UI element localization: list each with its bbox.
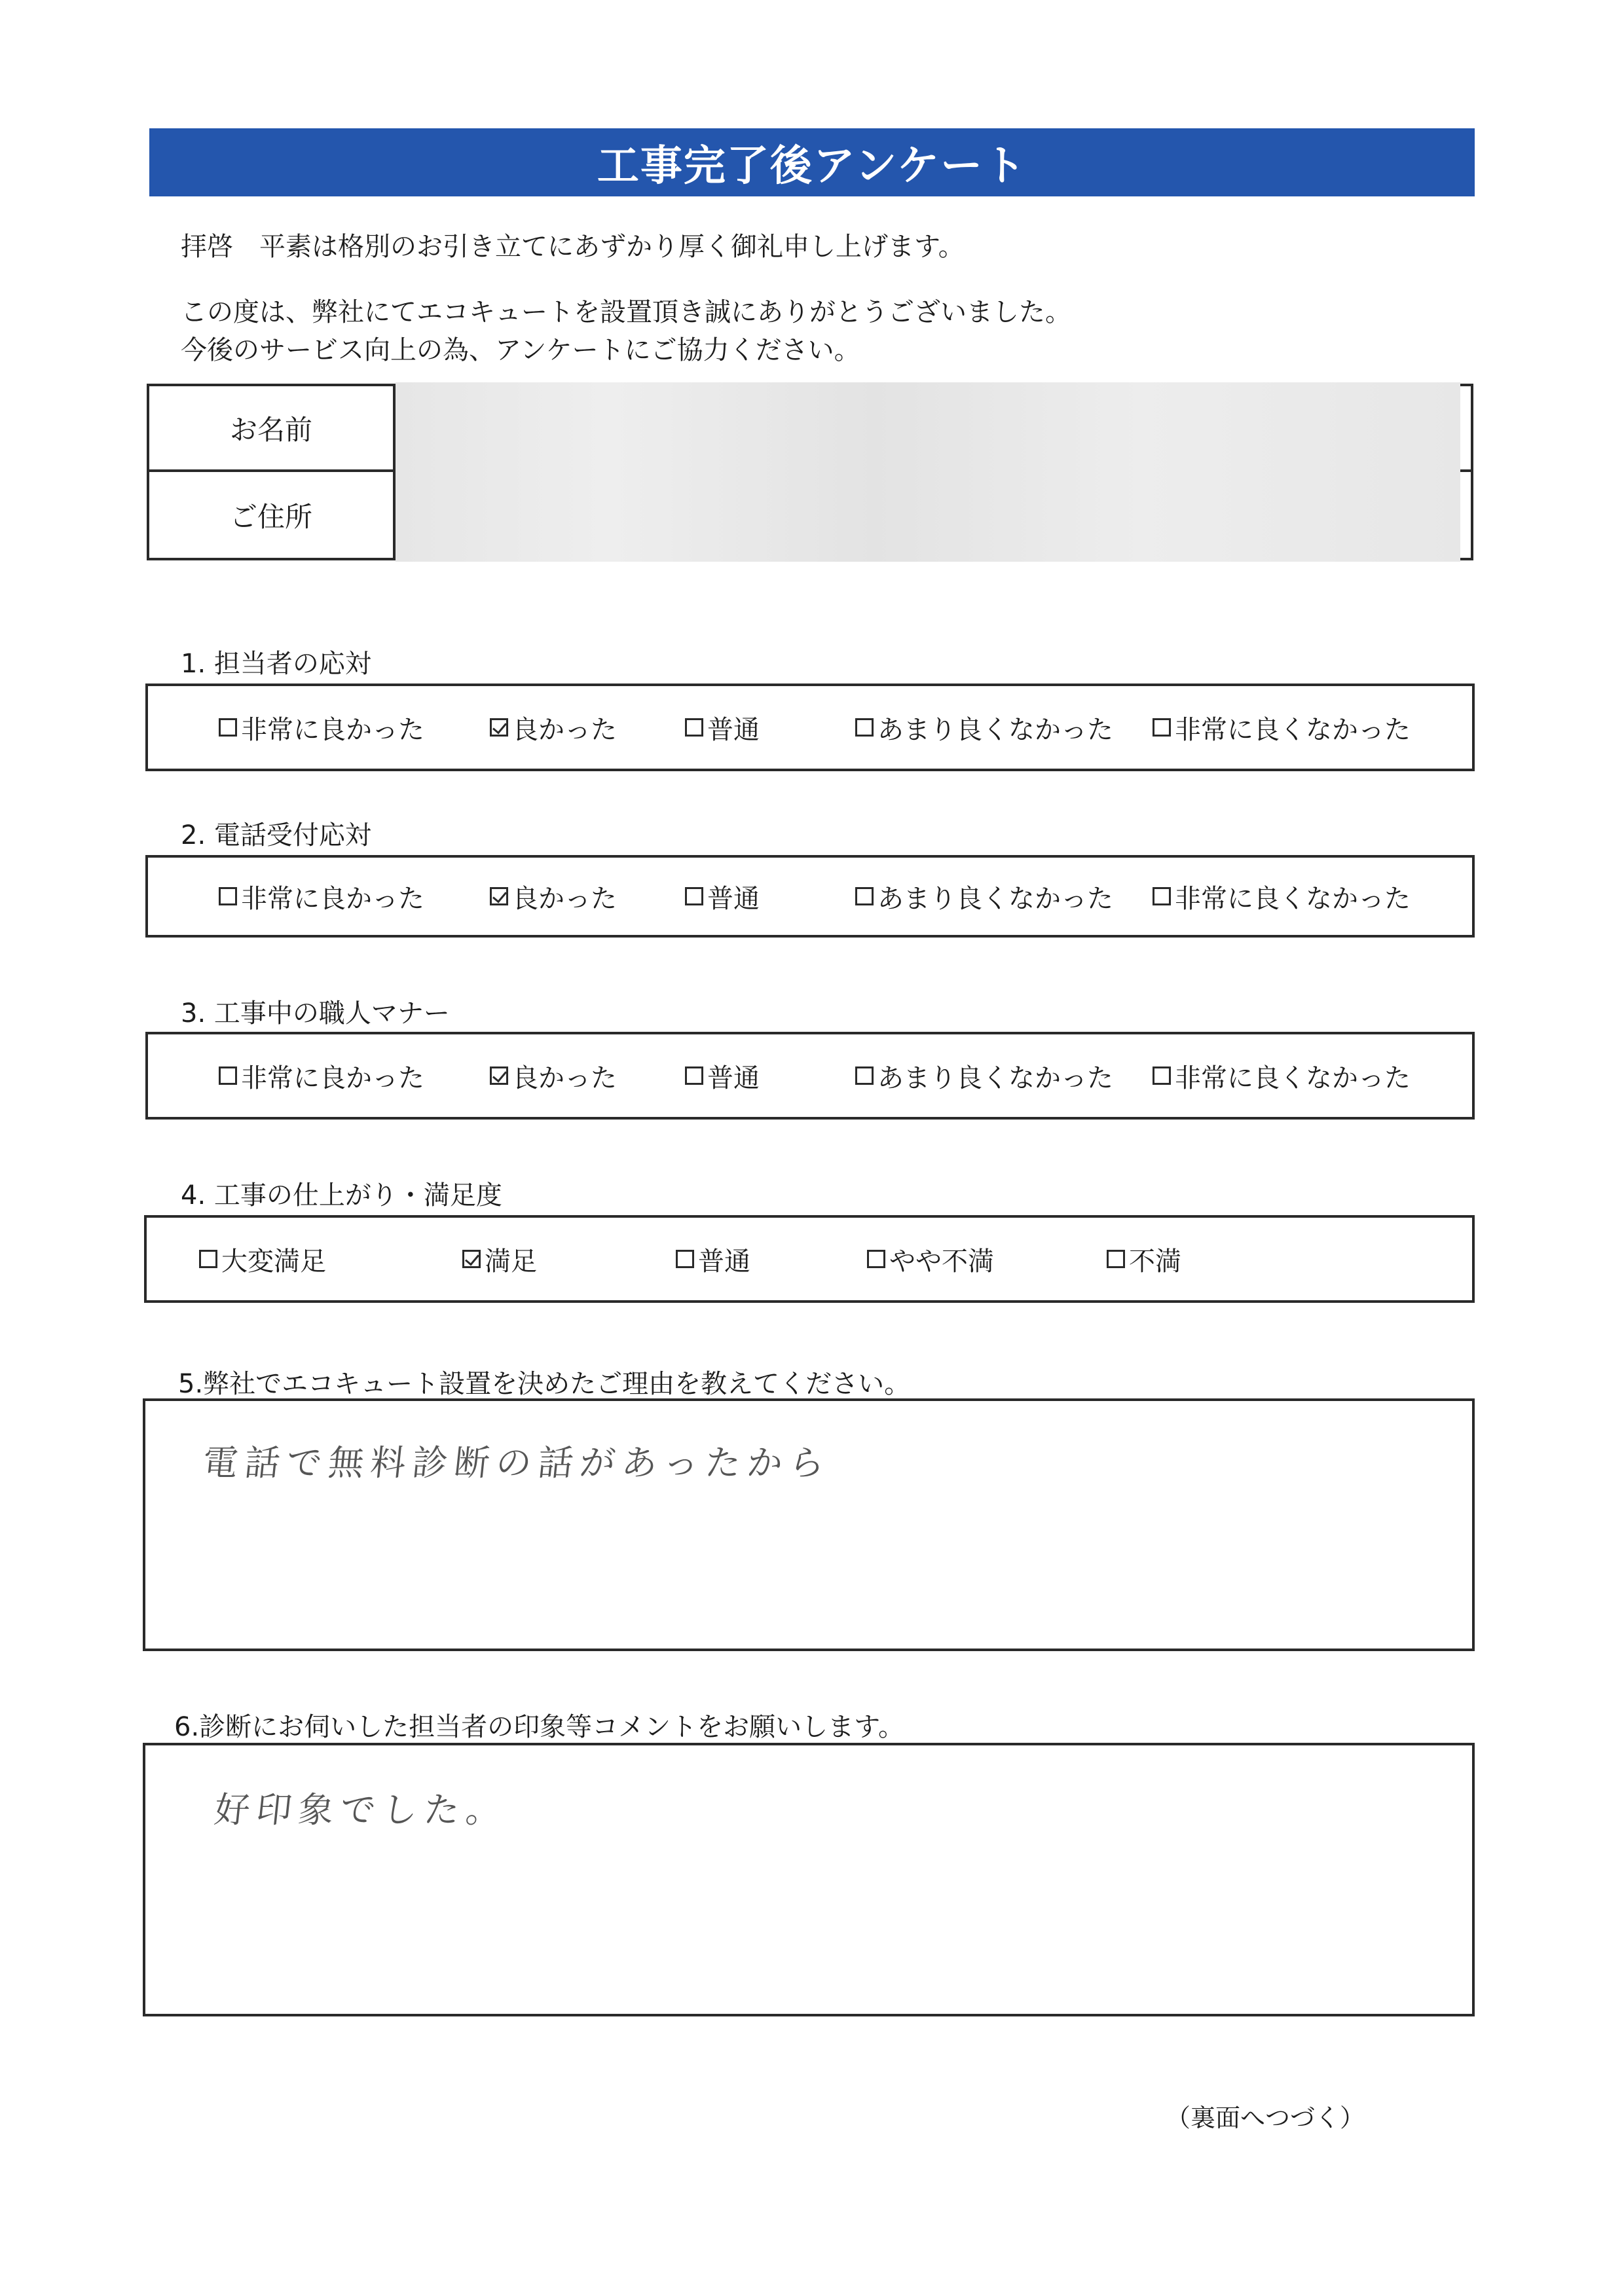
q1-option-2[interactable]: 良かった [490,686,617,769]
checkbox-icon[interactable] [1107,1250,1125,1268]
q1-option-5[interactable]: 非常に良くなかった [1153,686,1411,769]
checkbox-icon[interactable] [855,887,874,905]
q4-option-2[interactable]: 満足 [462,1218,537,1300]
thanks-text: この度は、弊社にてエコキュートを設置頂き誠にありがとうございました。 [181,297,1071,327]
q1-option-3[interactable]: 普通 [685,686,760,769]
q2-option-3[interactable]: 普通 [685,858,760,935]
question-2-label: 2. 電話受付応対 [181,820,371,850]
q3-option-2[interactable]: 良かった [490,1034,617,1117]
question-1-label: 1. 担当者の応対 [181,649,371,679]
question-5-label: 5.弊社でエコキュート設置を決めたご理由を教えてください。 [178,1369,911,1399]
greeting-text: 拝啓 平素は格別のお引き立てにあずかり厚く御礼申し上げます。 [181,232,965,262]
q2-option-2[interactable]: 良かった [490,858,617,935]
checkbox-icon[interactable] [855,718,874,737]
checkbox-icon[interactable] [685,887,703,905]
question-4-label: 4. 工事の仕上がり・満足度 [181,1180,502,1211]
checkbox-icon[interactable] [855,1066,874,1085]
q4-option-1[interactable]: 大変満足 [199,1218,326,1300]
checkbox-icon[interactable] [676,1250,694,1268]
q2-option-5[interactable]: 非常に良くなかった [1153,858,1411,935]
checkbox-icon[interactable] [685,718,703,737]
checked-checkbox-icon[interactable] [490,887,508,905]
question-4-options [144,1215,1475,1303]
checkbox-icon[interactable] [867,1250,885,1268]
q3-option-3[interactable]: 普通 [685,1034,760,1117]
checkbox-icon[interactable] [219,718,237,737]
question-6-handwritten-answer: 好印象でした。 [212,1789,510,1831]
q2-option-4[interactable]: あまり良くなかった [855,858,1113,935]
question-1-options [145,683,1475,771]
question-5-handwritten-answer: 電話で無料診断の話があったから [200,1442,834,1484]
checked-checkbox-icon[interactable] [490,1066,508,1085]
q1-option-4[interactable]: あまり良くなかった [855,686,1113,769]
checked-checkbox-icon[interactable] [490,718,508,737]
checkbox-icon[interactable] [1153,887,1171,905]
q3-option-4[interactable]: あまり良くなかった [855,1034,1113,1117]
question-6-label: 6.診断にお伺いした担当者の印象等コメントをお願いします。 [174,1712,904,1742]
q3-option-1[interactable]: 非常に良かった [219,1034,424,1117]
continued-on-back-note: （裏面へつづく） [1166,2104,1365,2132]
checkbox-icon[interactable] [685,1066,703,1085]
q2-option-1[interactable]: 非常に良かった [219,858,424,935]
checked-checkbox-icon[interactable] [462,1250,481,1268]
q1-option-1[interactable]: 非常に良かった [219,686,424,769]
q3-option-5[interactable]: 非常に良くなかった [1153,1034,1411,1117]
checkbox-icon[interactable] [1153,1066,1171,1085]
question-3-options [145,1032,1475,1120]
name-label: お名前 [149,386,396,469]
q4-option-3[interactable]: 普通 [676,1218,750,1300]
checkbox-icon[interactable] [219,1066,237,1085]
redacted-personal-info [396,382,1460,562]
question-3-label: 3. 工事中の職人マナー [181,998,450,1029]
question-5-answer-box[interactable] [143,1398,1475,1651]
survey-title: 工事完了後アンケート [149,128,1475,196]
question-6-answer-box[interactable] [143,1743,1475,2016]
checkbox-icon[interactable] [1153,718,1171,737]
checkbox-icon[interactable] [219,887,237,905]
checkbox-icon[interactable] [199,1250,217,1268]
question-2-options [145,855,1475,938]
q4-option-5[interactable]: 不満 [1107,1218,1181,1300]
address-label: ご住所 [149,472,396,558]
request-text: 今後のサービス向上の為、アンケートにご協力ください。 [181,335,860,365]
q4-option-4[interactable]: やや不満 [867,1218,994,1300]
